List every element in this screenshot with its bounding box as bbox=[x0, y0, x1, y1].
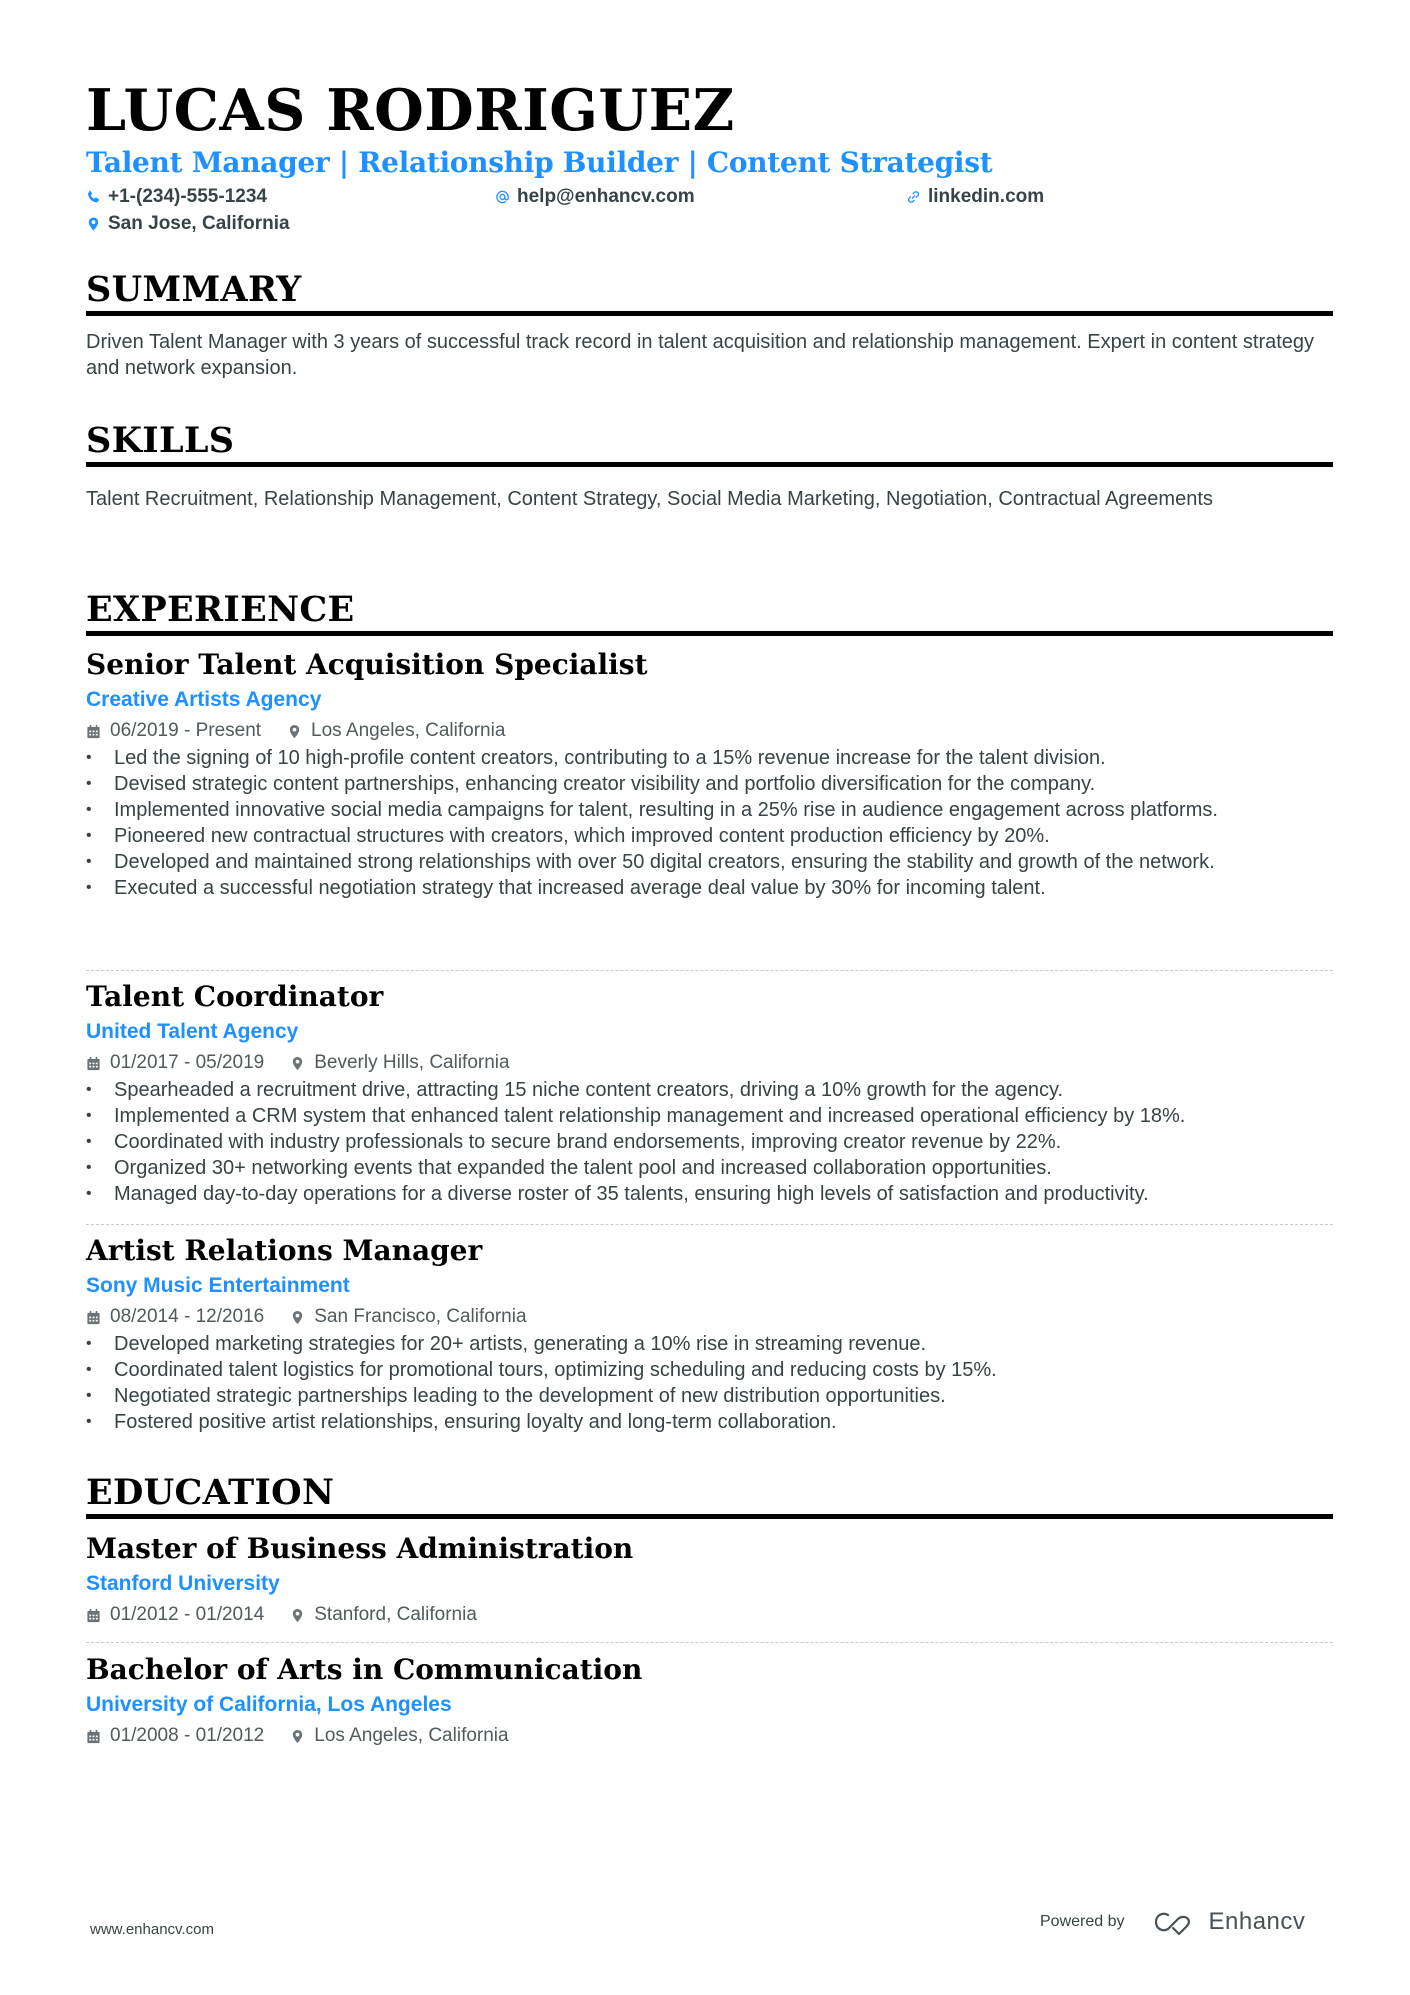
at-icon bbox=[495, 189, 510, 205]
job-meta bbox=[86, 717, 1333, 745]
map-pin-icon bbox=[86, 216, 101, 232]
contact-email[interactable] bbox=[495, 185, 695, 209]
map-pin-icon bbox=[290, 1309, 305, 1326]
location-text: San Francisco, California bbox=[314, 1306, 527, 1327]
bullet-item: • Developed marketing strategies for 20+ artists, generating a 10% rise in streaming revenue. bbox=[86, 1331, 1333, 1357]
bullet-item: • Developed and maintained strong relationships with over 50 digital creators, ensuring the stability and growth of the network. bbox=[86, 849, 1333, 875]
dates-text: 01/2008 - 01/2012 bbox=[110, 1725, 265, 1746]
experience-entry bbox=[86, 647, 1333, 901]
calendar-icon bbox=[86, 1607, 101, 1624]
candidate-headline: Talent Manager | Relationship Builder | Content Strategist bbox=[86, 146, 993, 179]
job-dates bbox=[86, 717, 261, 745]
powered-by-label: Powered by bbox=[1040, 1913, 1125, 1930]
skills-text: Talent Recruitment, Relationship Management, Content Strategy, Social Media Marketing, Negotiation, Contractual Agreements bbox=[86, 488, 1213, 510]
summary-rule bbox=[86, 311, 1333, 316]
degree-title: Master of Business Administration bbox=[86, 1532, 634, 1565]
education-entry bbox=[86, 1531, 1333, 1629]
enhancv-logo bbox=[1153, 1908, 1306, 1936]
bullet-item: • Managed day-to-day operations for a diverse roster of 35 talents, ensuring high levels of satisfaction and productivity. bbox=[86, 1181, 1333, 1207]
brand-name: Enhancv bbox=[1208, 1908, 1306, 1935]
contact-website[interactable] bbox=[906, 185, 1044, 209]
bullet-item: • Fostered positive artist relationships, ensuring loyalty and long-term collaboration. bbox=[86, 1409, 1333, 1435]
job-title: Artist Relations Manager bbox=[86, 1234, 483, 1267]
bullet-item: • Spearheaded a recruitment drive, attracting 15 niche content creators, driving a 10% growth for the agency. bbox=[86, 1077, 1333, 1103]
location-text: Stanford, California bbox=[314, 1604, 477, 1625]
map-pin-icon bbox=[290, 1728, 305, 1745]
experience-rule bbox=[86, 631, 1333, 636]
education-location bbox=[290, 1601, 477, 1629]
experience-entry bbox=[86, 979, 1333, 1207]
calendar-icon bbox=[86, 723, 101, 740]
skills-rule bbox=[86, 462, 1333, 467]
bullet-item: • Led the signing of 10 high-profile content creators, contributing to a 15% revenue increase for the talent division. bbox=[86, 745, 1333, 771]
job-bullets bbox=[86, 745, 1333, 901]
bullet-item: • Pioneered new contractual structures with creators, which improved content production efficiency by 20%. bbox=[86, 823, 1333, 849]
entry-divider bbox=[86, 1642, 1333, 1643]
degree-title: Bachelor of Arts in Communication bbox=[86, 1653, 643, 1686]
dates-text: 01/2012 - 01/2014 bbox=[110, 1604, 265, 1625]
location-text: Beverly Hills, California bbox=[314, 1052, 510, 1073]
dates-text: 08/2014 - 12/2016 bbox=[110, 1306, 265, 1327]
education-entry bbox=[86, 1652, 1333, 1750]
company-name: Sony Music Entertainment bbox=[86, 1274, 350, 1297]
calendar-icon bbox=[86, 1728, 101, 1745]
bullet-item: • Devised strategic content partnerships, enhancing creator visibility and portfolio diversification for the company. bbox=[86, 771, 1333, 797]
experience-heading: EXPERIENCE bbox=[86, 589, 355, 630]
enhancv-logo-icon bbox=[1153, 1909, 1199, 1935]
email-text: help@enhancv.com bbox=[517, 186, 695, 207]
education-meta bbox=[86, 1601, 1333, 1629]
job-dates bbox=[86, 1049, 264, 1077]
bullet-item: • Implemented innovative social media campaigns for talent, resulting in a 25% rise in audience engagement across platforms. bbox=[86, 797, 1333, 823]
calendar-icon bbox=[86, 1309, 101, 1326]
school-name: University of California, Los Angeles bbox=[86, 1693, 452, 1716]
education-dates bbox=[86, 1601, 264, 1629]
footer-website-link[interactable]: www.enhancv.com bbox=[90, 1921, 214, 1938]
dates-text: 01/2017 - 05/2019 bbox=[110, 1052, 265, 1073]
summary-heading: SUMMARY bbox=[86, 269, 302, 310]
map-pin-icon bbox=[290, 1055, 305, 1072]
footer-branding[interactable] bbox=[1040, 1908, 1305, 1936]
phone-icon bbox=[86, 189, 101, 205]
education-location bbox=[290, 1722, 508, 1750]
job-location bbox=[290, 1049, 509, 1077]
school-name: Stanford University bbox=[86, 1572, 280, 1595]
entry-divider bbox=[86, 1224, 1333, 1225]
website-text: linkedin.com bbox=[928, 186, 1045, 207]
map-pin-icon bbox=[290, 1607, 305, 1624]
phone-text: +1-(234)-555-1234 bbox=[108, 186, 267, 207]
map-pin-icon bbox=[287, 723, 302, 740]
calendar-icon bbox=[86, 1055, 101, 1072]
job-location bbox=[287, 717, 505, 745]
contact-location bbox=[86, 212, 290, 236]
entry-divider bbox=[86, 970, 1333, 971]
job-title: Talent Coordinator bbox=[86, 980, 384, 1013]
candidate-name: LUCAS RODRIGUEZ bbox=[86, 77, 735, 144]
job-dates bbox=[86, 1303, 264, 1331]
location-text: Los Angeles, California bbox=[311, 720, 506, 741]
dates-text: 06/2019 - Present bbox=[110, 720, 262, 741]
bullet-item: • Organized 30+ networking events that expanded the talent pool and increased collaboration opportunities. bbox=[86, 1155, 1333, 1181]
contact-phone[interactable] bbox=[86, 185, 267, 209]
location-text: Los Angeles, California bbox=[314, 1725, 509, 1746]
bullet-item: • Negotiated strategic partnerships leading to the development of new distribution opportunities. bbox=[86, 1383, 1333, 1409]
location-text: San Jose, California bbox=[108, 213, 290, 234]
job-bullets bbox=[86, 1077, 1333, 1207]
experience-entry bbox=[86, 1233, 1333, 1435]
skills-heading: SKILLS bbox=[86, 420, 235, 461]
job-bullets bbox=[86, 1331, 1333, 1435]
summary-text: Driven Talent Manager with 3 years of successful track record in talent acquisition and relationship management. Expert in content strategy and network expansion. bbox=[86, 331, 1315, 379]
bullet-item: • Implemented a CRM system that enhanced talent relationship management and increased operational efficiency by 18%. bbox=[86, 1103, 1333, 1129]
company-name: Creative Artists Agency bbox=[86, 688, 322, 711]
bullet-item: • Executed a successful negotiation strategy that increased average deal value by 30% for incoming talent. bbox=[86, 875, 1333, 901]
education-meta bbox=[86, 1722, 1333, 1750]
bullet-item: • Coordinated talent logistics for promotional tours, optimizing scheduling and reducing costs by 15%. bbox=[86, 1357, 1333, 1383]
job-meta bbox=[86, 1049, 1333, 1077]
education-heading: EDUCATION bbox=[86, 1472, 335, 1513]
link-icon bbox=[906, 189, 921, 205]
job-title: Senior Talent Acquisition Specialist bbox=[86, 648, 648, 681]
company-name: United Talent Agency bbox=[86, 1020, 299, 1043]
bullet-item: • Coordinated with industry professionals to secure brand endorsements, improving creator revenue by 22%. bbox=[86, 1129, 1333, 1155]
education-dates bbox=[86, 1722, 264, 1750]
job-location bbox=[290, 1303, 526, 1331]
job-meta bbox=[86, 1303, 1333, 1331]
education-rule bbox=[86, 1514, 1333, 1519]
